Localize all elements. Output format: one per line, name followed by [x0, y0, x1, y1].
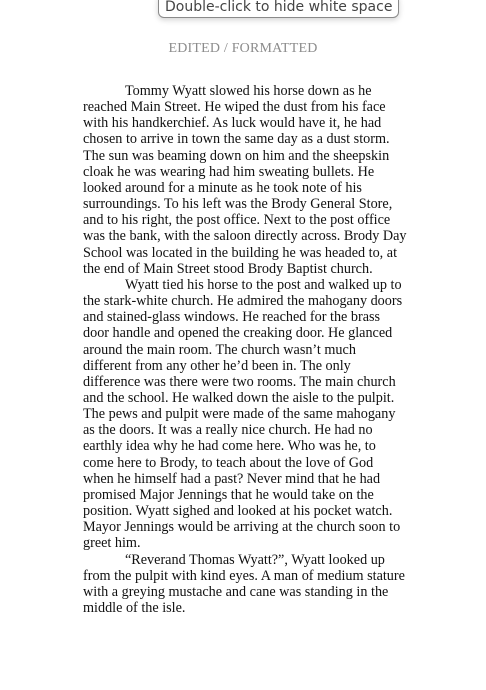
paragraph: Tommy Wyatt slowed his horse down as he reached Main Street. He wiped the dust from his face with his handkerchief. As luck would have it, he had chosen to arrive in town the same day as a dust storm. The sun was beaming down on him and the sheepskin cloak he was wearing had him sweating bullets. He looked around for a minute as he took note of his surroundings. To his left was the Brody General Store, and to his right, the post office. Next to the post office was the bank, with the saloon directly across. Brody Day School was located in the building he was headed to, at the end of Main Street stood Brody Baptist church.: [83, 83, 407, 277]
hide-white-space-tooltip[interactable]: Double-click to hide white space: [158, 0, 399, 18]
document-body[interactable]: [83, 83, 407, 616]
paragraph: Wyatt tied his horse to the post and walked up to the stark-white church. He admired the mahogany doors and stained-glass windows. He reached for the brass door handle and opened the creaking door. He glanced around the main room. The church wasn’t much different from any other he’d been in. The only difference was there were two rooms. The main church and the school. He walked down the aisle to the pulpit. The pews and pulpit were made of the same mahogany as the doors. It was a really nice church. He had no earthly idea why he had come here. Who was he, to come here to Brody, to teach about the love of God when he himself had a past? Never mind that he had promised Major Jennings that he would take on the position. Wyatt sighed and looked at his pocket watch. Mayor Jennings would be arriving at the church soon to greet him.: [83, 276, 403, 552]
paragraph: “Reverand Thomas Wyatt?”, Wyatt looked up from the pulpit with kind eyes. A man of medium stature with a greying mustache and cane was standing in the middle of the isle.: [83, 551, 405, 616]
view-mode-label: EDITED / FORMATTED: [168, 41, 318, 56]
